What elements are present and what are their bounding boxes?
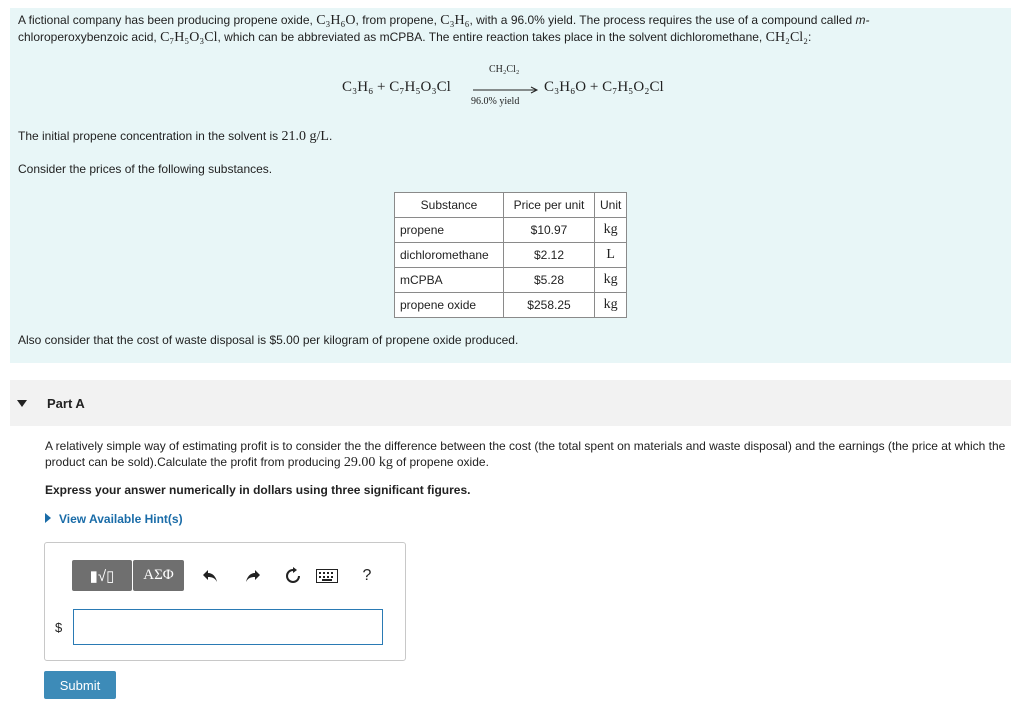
table-row: [395, 293, 627, 318]
hint-label: View Available Hint(s): [59, 512, 183, 526]
keyboard-button[interactable]: [315, 565, 339, 587]
part-a-header[interactable]: [10, 380, 1011, 426]
help-icon: ?: [362, 567, 372, 584]
expand-triangle-icon: [45, 513, 51, 523]
redo-icon: [245, 569, 261, 583]
part-a-question: A relatively simple way of estimating profit is to consider the the difference between the cost (the total spent on materials and waste disposal) and the earnings (the price at which the product can be sold).Calculate the profit from producing 29.00 kg of propene oxide.: [45, 439, 1006, 470]
cell-substance: propene: [395, 218, 504, 243]
view-hints-link[interactable]: [45, 512, 183, 526]
reaction-equation: [340, 62, 700, 122]
equation-reactants: C₃H₆ + C₇H₅O₃Cl: [342, 79, 451, 95]
cell-substance: mCPBA: [395, 268, 504, 293]
cell-price: $258.25: [504, 293, 595, 318]
cell-price: $5.28: [504, 268, 595, 293]
cell-price: $2.12: [504, 243, 595, 268]
collapse-triangle-icon[interactable]: [17, 400, 27, 407]
table-row: [395, 268, 627, 293]
cell-unit: kg: [595, 293, 627, 318]
price-table: [394, 192, 627, 318]
table-row: [395, 218, 627, 243]
equation-products: C₃H₆O + C₇H₅O₂Cl: [544, 79, 664, 95]
table-row: [395, 243, 627, 268]
undo-button[interactable]: [199, 565, 221, 587]
table-header-row: [395, 193, 627, 218]
cell-substance: propene oxide: [395, 293, 504, 318]
reaction-arrow-icon: [473, 86, 540, 94]
cell-price: $10.97: [504, 218, 595, 243]
cell-substance: dichloromethane: [395, 243, 504, 268]
reset-button[interactable]: [282, 565, 304, 587]
part-a-title: Part A: [47, 396, 85, 411]
cell-unit: kg: [595, 268, 627, 293]
waste-disposal-text: Also consider that the cost of waste disposal is $5.00 per kilogram of propene oxide produced.: [18, 333, 519, 347]
header-price: Price per unit: [504, 193, 595, 218]
cell-unit: kg: [595, 218, 627, 243]
undo-icon: [202, 569, 218, 583]
help-button[interactable]: [356, 565, 378, 587]
submit-button[interactable]: Submit: [44, 671, 116, 699]
templates-icon: ▮√▯: [89, 567, 115, 585]
answer-instruction: Express your answer numerically in dollars using three significant figures.: [45, 483, 471, 497]
header-unit: Unit: [595, 193, 627, 218]
answer-panel: [44, 542, 406, 661]
intro-paragraph: A fictional company has been producing propene oxide, C₃H₆O, from propene, C₃H₆, with a 96.0% yield. The process requires the use of a compound called m- chloroperoxybenzoic acid, C₇H₅O₃Cl, which can be abbreviated as mCPBA. The entire reaction takes place in the solvent dichloromethane, CH₂Cl₂:: [18, 13, 870, 45]
reset-icon: [284, 567, 302, 585]
problem-intro: [10, 8, 1011, 363]
header-substance: Substance: [395, 193, 504, 218]
prices-intro-text: Consider the prices of the following substances.: [18, 162, 273, 176]
greek-label: ΑΣΦ: [143, 567, 174, 583]
concentration-text: The initial propene concentration in the solvent is 21.0 g/L.: [18, 129, 333, 144]
answer-input[interactable]: [73, 609, 383, 645]
currency-label: $: [55, 620, 63, 635]
greek-symbols-button[interactable]: [133, 560, 184, 591]
cell-unit: L: [595, 243, 627, 268]
keyboard-icon: [316, 569, 338, 583]
templates-button[interactable]: [72, 560, 132, 591]
equation-yield: 96.0% yield: [471, 96, 520, 107]
redo-button[interactable]: [242, 565, 264, 587]
equation-solvent: CH₂Cl₂: [489, 64, 520, 75]
